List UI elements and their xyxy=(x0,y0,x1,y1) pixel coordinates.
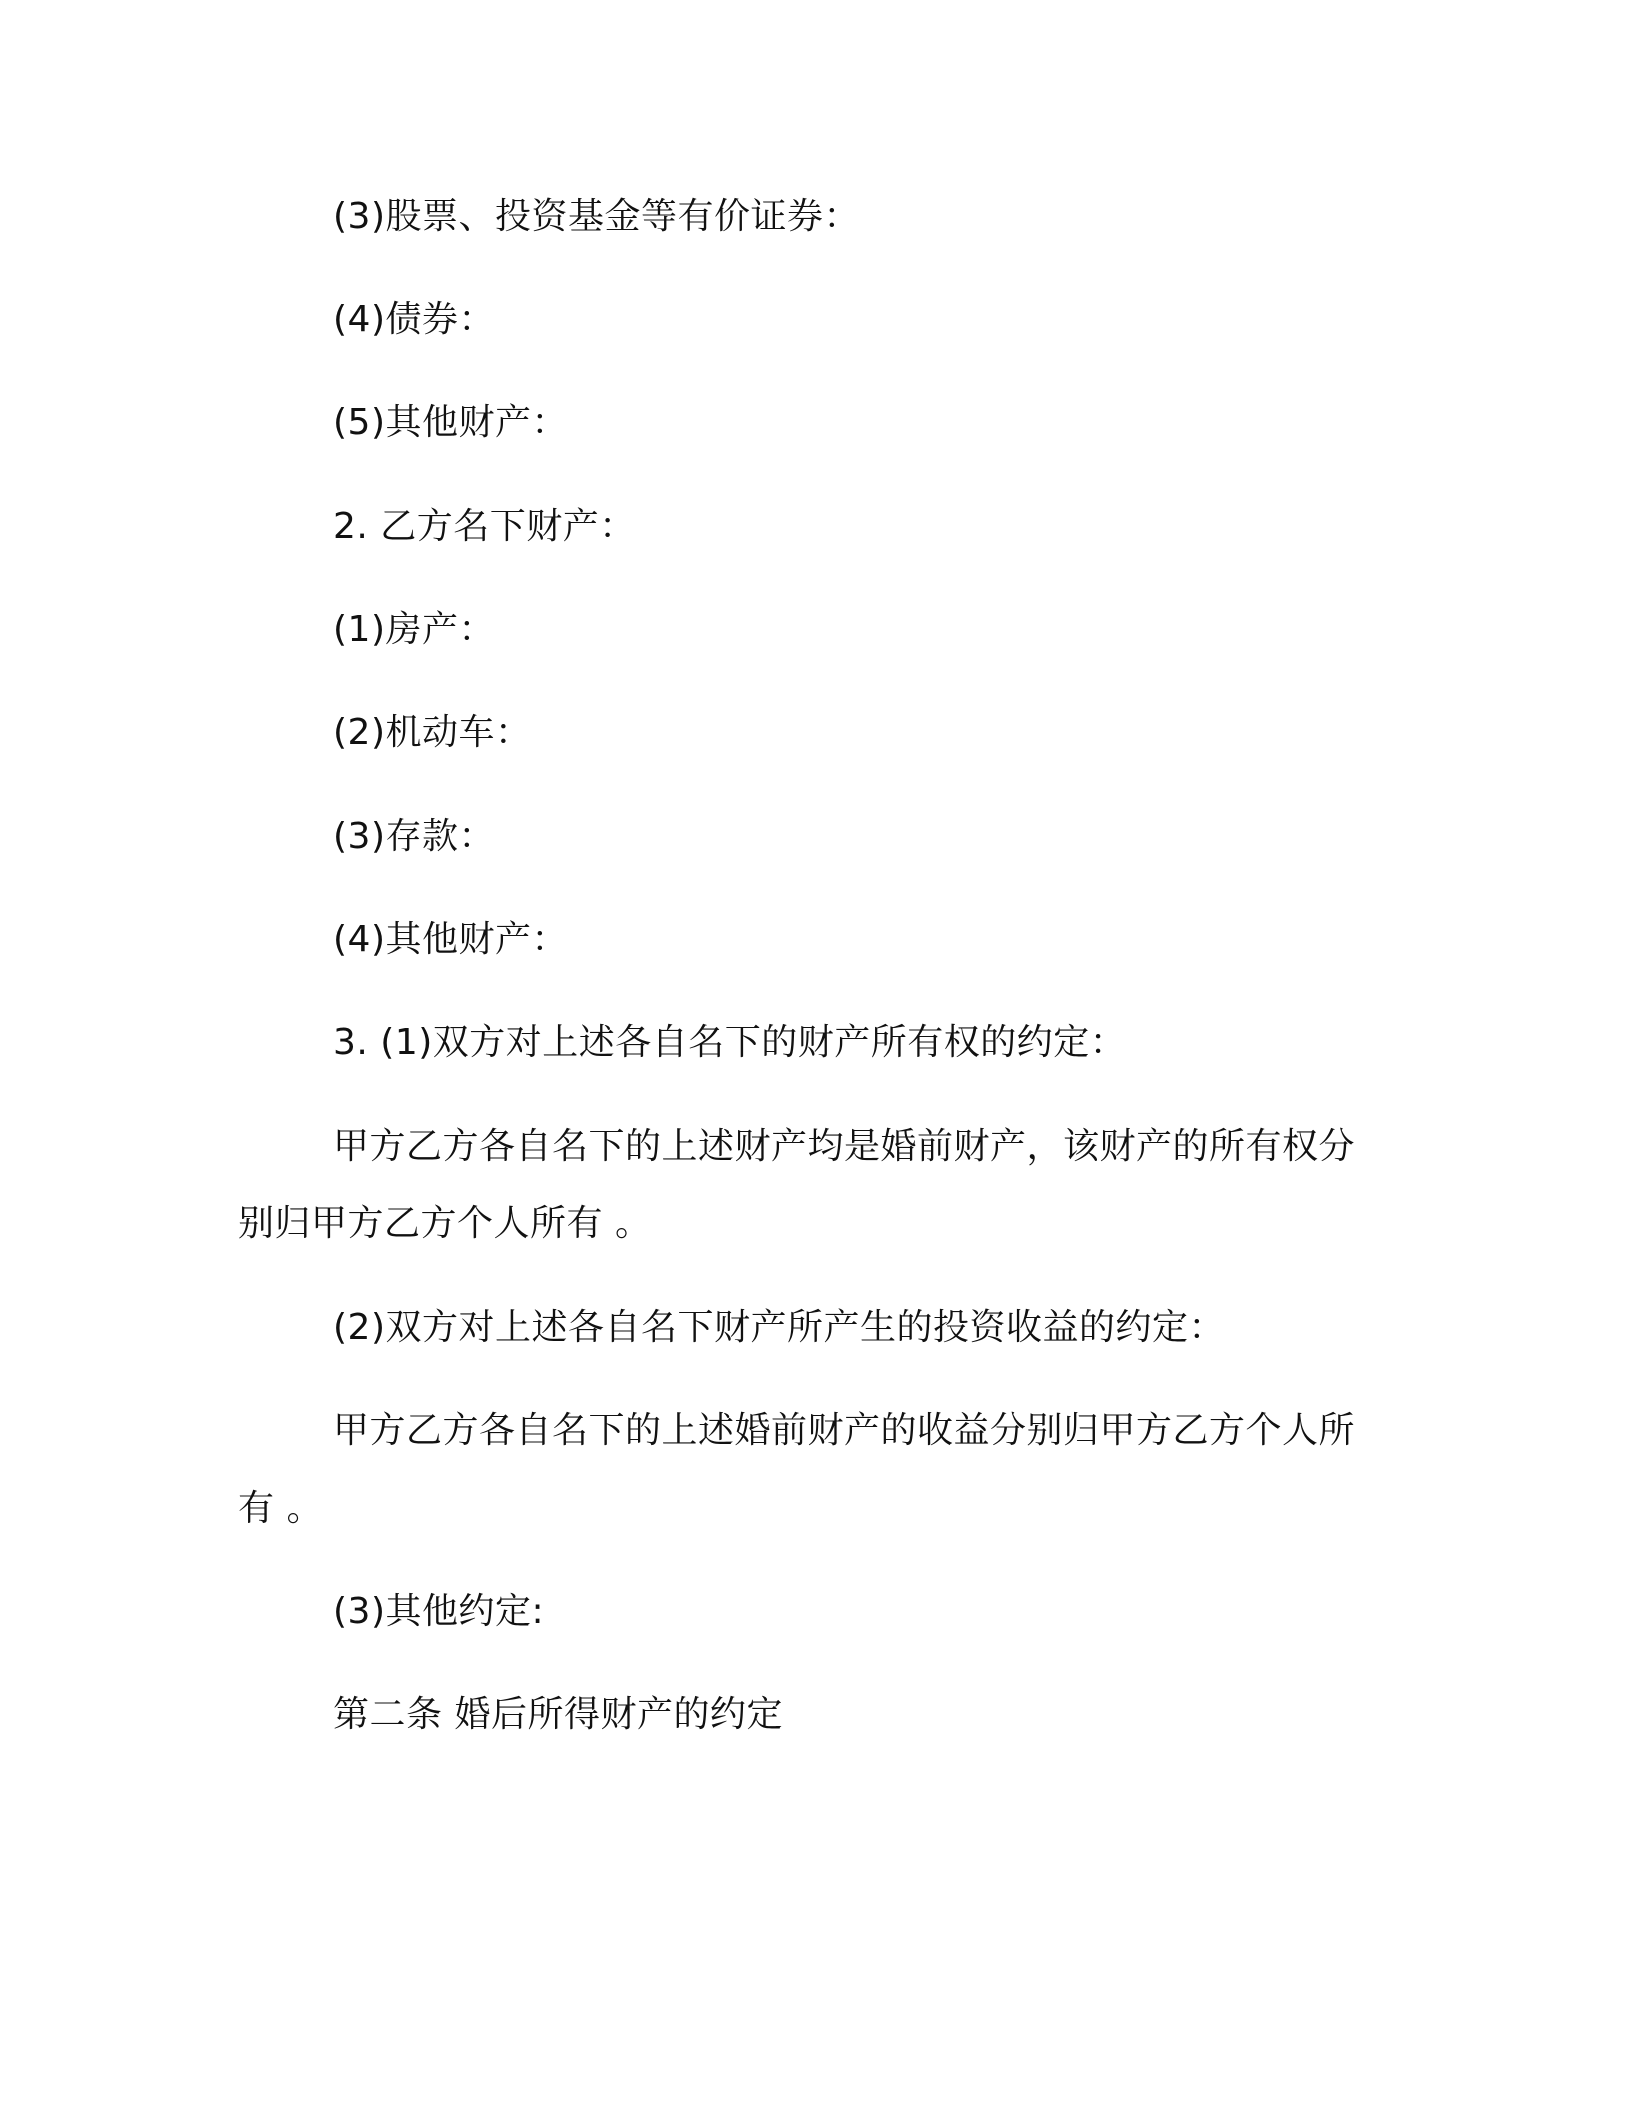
section-ownership-agreement: 3. (1)双方对上述各自名下的财产所有权的约定： xyxy=(333,1022,1127,1063)
item-securities: (3)股票、投资基金等有价证券： xyxy=(333,196,860,237)
item-deposits: (3)存款： xyxy=(333,816,495,857)
item-other-property: (5)其他财产： xyxy=(333,402,568,443)
item-other-agreements: (3)其他约定: xyxy=(333,1591,545,1632)
item-other-property-b: (4)其他财产： xyxy=(333,919,568,960)
paragraph-ownership-line-1: 甲方乙方各自名下的上述财产均是婚前财产，该财产的所有权分 xyxy=(333,1126,1356,1167)
item-bonds: (4)债券： xyxy=(333,299,495,340)
paragraph-income-line-2: 有 。 xyxy=(238,1488,323,1529)
item-real-estate: (1)房产： xyxy=(333,609,495,650)
paragraph-ownership-line-2: 别归甲方乙方个人所有 。 xyxy=(238,1203,652,1244)
item-vehicle: (2)机动车： xyxy=(333,712,532,753)
section-party-b-property: 2. 乙方名下财产： xyxy=(333,506,636,547)
section-investment-income-agreement: (2)双方对上述各自名下财产所产生的投资收益的约定： xyxy=(333,1307,1225,1348)
paragraph-income-line-1: 甲方乙方各自名下的上述婚前财产的收益分别归甲方乙方个人所 xyxy=(333,1410,1356,1451)
article-two-heading: 第二条 婚后所得财产的约定 xyxy=(333,1694,783,1735)
